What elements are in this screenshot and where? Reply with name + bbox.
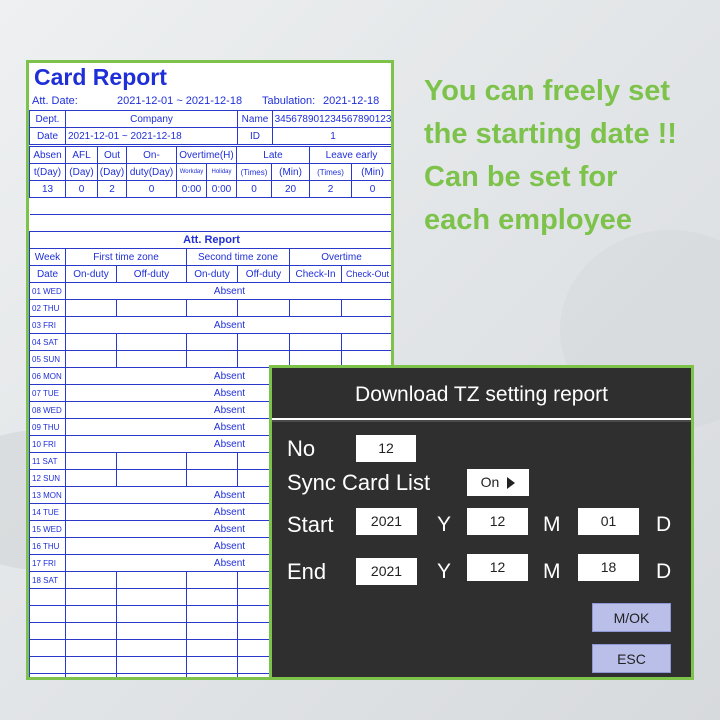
name-label: Name: [238, 111, 273, 128]
hdr-leave-min: (Min): [352, 164, 394, 181]
att-cell: [66, 334, 117, 351]
att-row-date: [30, 657, 66, 674]
att-cell: [187, 674, 238, 681]
date-value: 2021-12-01 ~ 2021-12-18: [66, 128, 238, 145]
att-row: [30, 283, 394, 300]
dialog-body: [272, 420, 691, 677]
hdr-first-zone: First time zone: [66, 249, 187, 266]
start-year-field[interactable]: 2021: [356, 508, 417, 535]
att-cell: [117, 351, 187, 368]
att-cell: [187, 453, 238, 470]
att-row-date: 17 FRI: [30, 555, 66, 572]
att-row: [30, 317, 394, 334]
sync-card-list-value: On: [480, 474, 500, 490]
att-date-value: 2021-12-01 ~ 2021-12-18: [117, 95, 243, 107]
att-cell: [187, 351, 238, 368]
sync-card-list-label: Sync Card List: [287, 470, 431, 495]
hdr-second-zone: Second time zone: [187, 249, 290, 266]
end-year-field[interactable]: 2021: [356, 558, 417, 585]
att-cell: [117, 334, 187, 351]
hdr-holiday: Holiday: [207, 164, 237, 181]
att-row-date: [30, 623, 66, 640]
end-month-field[interactable]: 12: [467, 554, 528, 581]
att-cell: [238, 300, 290, 317]
val-afl: 0: [66, 181, 98, 198]
dialog-title: Download TZ setting report: [272, 368, 691, 420]
att-row: [30, 334, 394, 351]
att-row: [30, 300, 394, 317]
hdr-off-duty-2: Off-duty: [238, 266, 290, 283]
hdr-leave-times: (Times): [310, 164, 352, 181]
att-cell: [342, 300, 394, 317]
att-row-date: 14 TUE: [30, 504, 66, 521]
att-row-date: [30, 606, 66, 623]
att-cell: [66, 300, 117, 317]
att-cell: [117, 300, 187, 317]
sync-card-list-toggle[interactable]: [467, 469, 529, 496]
att-row-date: 15 WED: [30, 521, 66, 538]
hdr-out: Out: [98, 147, 127, 164]
val-absence: 13: [30, 181, 66, 198]
att-cell: [117, 453, 187, 470]
end-year-unit: Y: [437, 560, 452, 583]
hdr-check-out: Check-Out: [342, 266, 394, 283]
att-row-date: 05 SUN: [30, 351, 66, 368]
att-row-date: 13 MON: [30, 487, 66, 504]
start-year-unit: Y: [437, 513, 452, 536]
info-table: [29, 110, 394, 145]
end-day-field[interactable]: 18: [578, 554, 639, 581]
att-date-label: Att. Date:: [32, 95, 78, 107]
att-report-title: Att. Report: [30, 232, 394, 249]
start-day-unit: D: [656, 513, 672, 536]
hdr-late: Late: [237, 147, 310, 164]
att-row-date: [30, 640, 66, 657]
hdr-late-min: (Min): [272, 164, 310, 181]
att-cell: [187, 657, 238, 674]
id-value: 1: [273, 128, 394, 145]
report-title: Card Report: [34, 64, 167, 90]
hdr-afl: AFL: [66, 147, 98, 164]
att-row-date: [30, 674, 66, 681]
hdr-overtime: Overtime(H): [177, 147, 237, 164]
esc-button[interactable]: ESC: [592, 644, 671, 673]
att-cell: [290, 300, 342, 317]
hdr-overtime-zone: Overtime: [290, 249, 394, 266]
hdr-absence-unit: t(Day): [30, 164, 66, 181]
val-workday: 0:00: [177, 181, 207, 198]
att-row-status: Absent: [66, 538, 394, 555]
att-cell: [117, 589, 187, 606]
val-late-min: 20: [272, 181, 310, 198]
summary-table: [29, 146, 394, 198]
att-cell: [66, 657, 117, 674]
att-row-date: 11 SAT: [30, 453, 66, 470]
att-cell: [187, 572, 238, 589]
end-day-unit: D: [656, 560, 672, 583]
att-cell: [66, 470, 117, 487]
hdr-out-unit: (Day): [98, 164, 127, 181]
att-cell: [187, 300, 238, 317]
att-row-status: Absent: [66, 487, 394, 504]
hdr-check-in: Check-In: [290, 266, 342, 283]
att-cell: [117, 657, 187, 674]
att-row-date: 08 WED: [30, 402, 66, 419]
val-onduty: 0: [127, 181, 177, 198]
promo-text: [424, 70, 677, 242]
hdr-workday: Workday: [177, 164, 207, 181]
att-row-status: Absent: [66, 402, 394, 419]
val-out: 2: [98, 181, 127, 198]
start-label: Start: [287, 512, 334, 537]
hdr-onduty-unit: duty(Day): [127, 164, 177, 181]
att-cell: [66, 351, 117, 368]
att-cell: [66, 453, 117, 470]
att-cell: [117, 470, 187, 487]
att-cell: [238, 334, 290, 351]
att-cell: [117, 640, 187, 657]
dept-value: Company: [66, 111, 238, 128]
att-cell: [187, 623, 238, 640]
val-leave-times: 2: [310, 181, 352, 198]
val-late-times: 0: [237, 181, 272, 198]
att-row-date: 09 THU: [30, 419, 66, 436]
hdr-onduty: On-: [127, 147, 177, 164]
end-label: End: [287, 559, 327, 584]
att-cell: [66, 674, 117, 681]
ok-button[interactable]: M/OK: [592, 603, 671, 632]
att-row-date: 02 THU: [30, 300, 66, 317]
att-row-date: 10 FRI: [30, 436, 66, 453]
att-row-date: 12 SUN: [30, 470, 66, 487]
name-value: 345678901234567890123: [273, 111, 394, 128]
end-month-unit: M: [543, 560, 561, 583]
val-holiday: 0:00: [207, 181, 237, 198]
att-cell: [187, 334, 238, 351]
start-day-field[interactable]: 01: [578, 508, 639, 535]
promo-line-4: each employee: [424, 204, 632, 236]
att-cell: [117, 606, 187, 623]
att-cell: [66, 606, 117, 623]
hdr-late-times: (Times): [237, 164, 272, 181]
hdr-week: Week: [30, 249, 66, 266]
att-row-date: 06 MON: [30, 368, 66, 385]
promo-line-2: the starting date !!: [424, 118, 677, 150]
att-cell: [66, 623, 117, 640]
hdr-date: Date: [30, 266, 66, 283]
att-cell: [117, 572, 187, 589]
att-row-date: 04 SAT: [30, 334, 66, 351]
att-cell: [66, 589, 117, 606]
att-row-status: Absent: [66, 555, 394, 572]
id-label: ID: [238, 128, 273, 145]
att-row-date: 07 TUE: [30, 385, 66, 402]
hdr-absence: Absen: [30, 147, 66, 164]
att-row-status: Absent: [66, 368, 394, 385]
att-row-date: 18 SAT: [30, 572, 66, 589]
no-label: No: [287, 436, 316, 461]
att-row-date: 16 THU: [30, 538, 66, 555]
hdr-on-duty-1: On-duty: [66, 266, 117, 283]
att-row-date: 03 FRI: [30, 317, 66, 334]
download-tz-dialog: [269, 365, 694, 680]
promo-line-1: You can freely set: [424, 75, 671, 107]
att-cell: [117, 674, 187, 681]
att-cell: [187, 589, 238, 606]
dept-label: Dept.: [30, 111, 66, 128]
promo-line-3: Can be set for: [424, 161, 618, 193]
date-label: Date: [30, 128, 66, 145]
att-cell: [290, 334, 342, 351]
att-row-status: Absent: [66, 385, 394, 402]
att-row-status: Absent: [66, 283, 394, 300]
att-cell: [187, 470, 238, 487]
att-cell: [342, 334, 394, 351]
start-month-unit: M: [543, 513, 561, 536]
att-row-status: Absent: [66, 521, 394, 538]
att-cell: [66, 640, 117, 657]
hdr-afl-unit: (Day): [66, 164, 98, 181]
att-row-status: Absent: [66, 504, 394, 521]
no-field[interactable]: 12: [356, 435, 416, 462]
hdr-leave-early: Leave early: [310, 147, 394, 164]
att-row-status: Absent: [66, 419, 394, 436]
att-cell: [187, 640, 238, 657]
val-leave-min: 0: [352, 181, 394, 198]
att-cell: [117, 623, 187, 640]
hdr-off-duty-1: Off-duty: [117, 266, 187, 283]
play-arrow-icon: [507, 477, 515, 489]
tabulation-value: 2021-12-18: [323, 95, 380, 107]
hdr-on-duty-2: On-duty: [187, 266, 238, 283]
att-row-status: Absent: [66, 436, 394, 453]
start-month-field[interactable]: 12: [467, 508, 528, 535]
att-row-date: [30, 589, 66, 606]
att-row-date: 01 WED: [30, 283, 66, 300]
att-cell: [66, 572, 117, 589]
att-cell: [187, 606, 238, 623]
tabulation-label: Tabulation:: [262, 95, 316, 107]
att-row-status: Absent: [66, 317, 394, 334]
